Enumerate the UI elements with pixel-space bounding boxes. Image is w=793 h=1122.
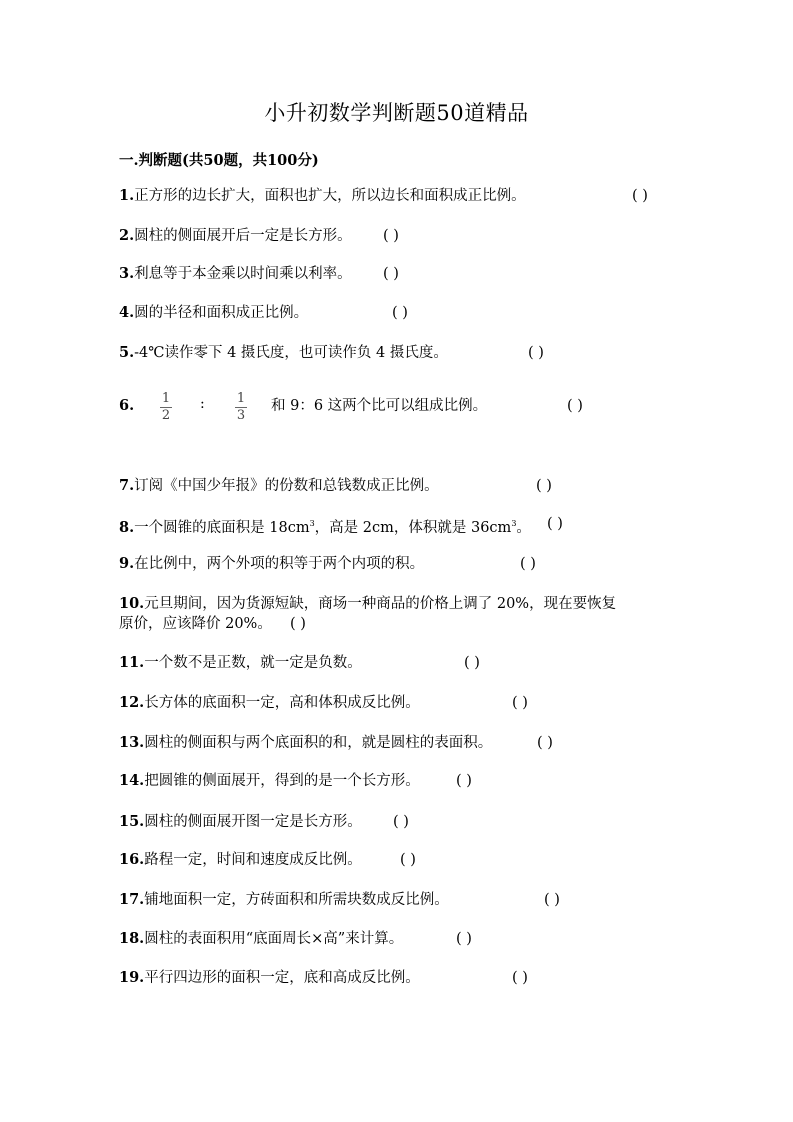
answer-blank[interactable]: ( ) (536, 478, 552, 494)
question-7 (119, 476, 439, 496)
question-number: 8. (119, 518, 135, 536)
question-text: 圆的半径和面积成正比例。 (134, 305, 309, 321)
question-number: 7. (119, 477, 135, 494)
fraction-numerator: 1 (236, 391, 246, 406)
question-text: 路程一定，时间和速度成反比例。 (144, 852, 362, 868)
question-text: 和 9：6 这两个比可以组成比例。 (271, 398, 488, 414)
question-9 (119, 554, 424, 574)
question-16 (119, 850, 362, 870)
question-number: 12. (119, 694, 145, 711)
answer-blank[interactable]: ( ) (383, 266, 399, 282)
question-text: -4℃读作零下 4 摄氏度，也可读作负 4 摄氏度。 (134, 345, 448, 361)
answer-blank[interactable]: ( ) (456, 773, 472, 789)
answer-blank[interactable]: ( ) (464, 655, 480, 671)
question-10 (119, 594, 616, 614)
question-text: 一个圆锥的底面积是 18cm (134, 519, 310, 536)
answer-blank[interactable]: ( ) (383, 228, 399, 244)
question-text: 元旦期间，因为货源短缺，商场一种商品的价格上调了 20%，现在要恢复 (144, 596, 617, 612)
question-19 (119, 968, 420, 988)
ratio-colon: : (200, 396, 205, 412)
question-text: 铺地面积一定，方砖面积和所需块数成反比例。 (144, 892, 449, 908)
fraction-denominator: 3 (236, 408, 246, 423)
question-text: 把圆锥的侧面展开，得到的是一个长方形。 (144, 773, 420, 789)
question-text: 订阅《中国少年报》的份数和总钱数成正比例。 (134, 478, 439, 494)
question-number: 19. (119, 969, 145, 986)
question-number: 2. (119, 227, 135, 244)
question-3 (119, 264, 352, 284)
question-number: 16. (119, 851, 145, 868)
answer-blank[interactable]: ( ) (547, 516, 563, 532)
fraction-one-third (235, 392, 247, 423)
question-text: 长方体的底面积一定，高和体积成反比例。 (144, 695, 420, 711)
page-title: 小升初数学判断题50道精品 (264, 101, 529, 125)
question-number: 17. (119, 891, 145, 908)
answer-blank[interactable]: ( ) (456, 931, 472, 947)
answer-blank[interactable]: ( ) (520, 556, 536, 572)
question-8 (119, 514, 531, 538)
question-text: 正方形的边长扩大，面积也扩大，所以边长和面积成正比例。 (134, 188, 526, 204)
section-heading: 一.判断题(共50题，共100分) (119, 152, 319, 169)
answer-blank[interactable]: ( ) (290, 616, 306, 632)
question-4 (119, 303, 308, 323)
question-6-number (119, 396, 134, 416)
question-text: 平行四边形的面积一定，底和高成反比例。 (144, 970, 420, 986)
question-number: 9. (119, 555, 135, 572)
question-text: 原价，应该降价 20%。 (119, 616, 272, 632)
question-number: 18. (119, 930, 145, 947)
question-number: 10. (119, 595, 145, 612)
answer-blank[interactable]: ( ) (537, 735, 553, 751)
question-text: 。 (516, 519, 531, 536)
question-number: 3. (119, 265, 135, 282)
question-18 (119, 929, 403, 949)
question-text: 圆柱的表面积用“底面周长×高”来计算。 (144, 931, 404, 947)
answer-blank[interactable]: ( ) (392, 305, 408, 321)
fraction-one-half (160, 392, 172, 423)
question-number: 6. (119, 397, 135, 414)
question-text: 圆柱的侧面展开图一定是长方形。 (144, 814, 362, 830)
question-2 (119, 226, 352, 246)
question-1 (119, 186, 526, 206)
question-11 (119, 653, 362, 673)
answer-blank[interactable]: ( ) (528, 345, 544, 361)
fraction-denominator: 2 (161, 408, 171, 423)
answer-blank[interactable]: ( ) (393, 814, 409, 830)
question-5 (119, 343, 448, 363)
question-15 (119, 812, 362, 832)
answer-blank[interactable]: ( ) (632, 188, 648, 204)
question-number: 5. (119, 344, 135, 361)
question-number: 4. (119, 304, 135, 321)
question-text: 一个数不是正数，就一定是负数。 (144, 655, 362, 671)
question-number: 14. (119, 772, 145, 789)
answer-blank[interactable]: ( ) (544, 892, 560, 908)
question-number: 13. (119, 734, 145, 751)
question-text: 圆柱的侧面展开后一定是长方形。 (134, 228, 352, 244)
question-10-line-2 (119, 614, 272, 634)
question-text: 在比例中，两个外项的积等于两个内项的积。 (134, 556, 425, 572)
superscript: 3 (309, 519, 315, 528)
answer-blank[interactable]: ( ) (512, 970, 528, 986)
answer-blank[interactable]: ( ) (567, 398, 583, 414)
question-text: 利息等于本金乘以时间乘以利率。 (134, 266, 352, 282)
answer-blank[interactable]: ( ) (512, 695, 528, 711)
question-14 (119, 771, 420, 791)
question-number: 11. (119, 654, 145, 671)
question-text: 圆柱的侧面积与两个底面积的和，就是圆柱的表面积。 (144, 735, 493, 751)
question-17 (119, 890, 449, 910)
question-text: ，高是 2cm，体积就是 36cm (314, 519, 512, 536)
question-number: 15. (119, 813, 145, 830)
answer-blank[interactable]: ( ) (400, 852, 416, 868)
superscript: 3 (511, 519, 517, 528)
question-13 (119, 733, 492, 753)
question-12 (119, 693, 420, 713)
fraction-numerator: 1 (161, 391, 171, 406)
question-number: 1. (119, 187, 135, 204)
